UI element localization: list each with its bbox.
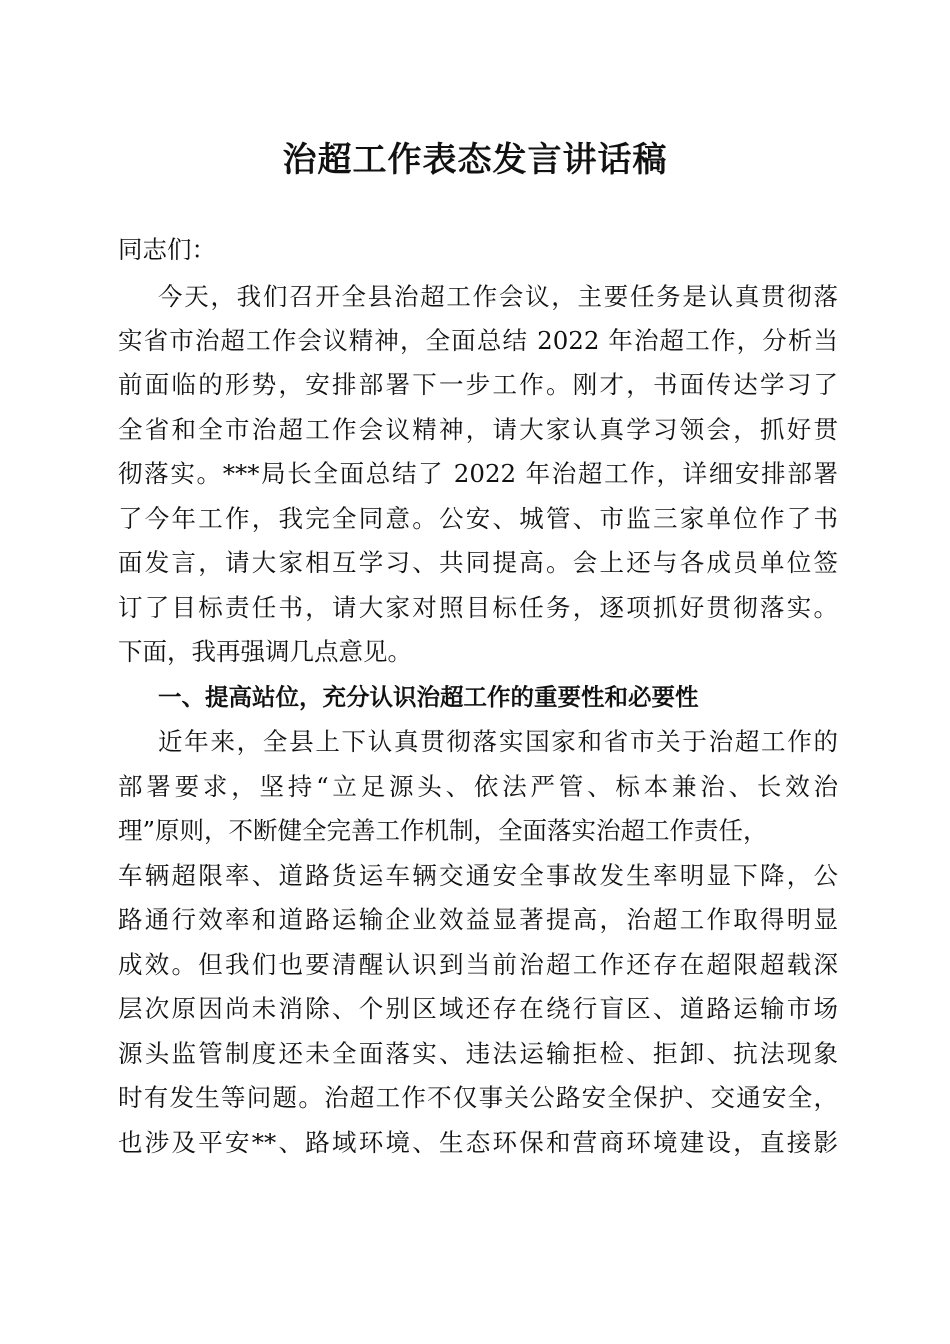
paragraph-line: 前面临的形势，安排部署下一步工作。刚才，书面传达学习了 xyxy=(118,370,838,399)
paragraph-line: 成效。但我们也要清醒认识到当前治超工作还存在超限超载深 xyxy=(118,950,838,979)
paragraph-line: 理”原则，不断健全完善工作机制，全面落实治超工作责任， xyxy=(118,816,768,845)
paragraph-line: 也涉及平安**、路域环境、生态环保和营商环境建设，直接影 xyxy=(118,1128,838,1157)
paragraph-line: 彻落实。***局长全面总结了 2022 年治超工作，详细安排部署 xyxy=(118,459,838,488)
paragraph-line: 车辆超限率、道路货运车辆交通安全事故发生率明显下降，公 xyxy=(118,861,838,890)
paragraph-line: 源头监管制度还未全面落实、违法运输拒检、拒卸、抗法现象 xyxy=(118,1039,838,1068)
paragraph-line: 订了目标责任书，请大家对照目标任务，逐项抓好贯彻落实。 xyxy=(118,593,838,622)
paragraph-line: 今天，我们召开全县治超工作会议，主要任务是认真贯彻落 xyxy=(158,282,838,311)
document-title: 治超工作表态发言讲话稿 xyxy=(282,140,668,180)
paragraph-line: 层次原因尚未消除、个别区域还存在绕行盲区、道路运输市场 xyxy=(118,994,838,1023)
paragraph-line: 近年来，全县上下认真贯彻落实国家和省市关于治超工作的 xyxy=(158,727,838,756)
paragraph-line: 路通行效率和道路运输企业效益显著提高，治超工作取得明显 xyxy=(118,905,838,934)
paragraph-line: 了今年工作，我完全同意。公安、城管、市监三家单位作了书 xyxy=(118,504,838,533)
paragraph-line: 实省市治超工作会议精神，全面总结 2022 年治超工作，分析当 xyxy=(118,326,838,355)
paragraph-line: 部署要求，坚持“立足源头、依法严管、标本兼治、长效治 xyxy=(118,772,838,801)
paragraph-line: 全省和全市治超工作会议精神，请大家认真学习领会，抓好贯 xyxy=(118,415,838,444)
paragraph-line: 下面，我再强调几点意见。 xyxy=(118,637,412,666)
paragraph-line: 时有发生等问题。治超工作不仅事关公路安全保护、交通安全， xyxy=(118,1083,838,1112)
section-heading: 一、提高站位，充分认识治超工作的重要性和必要性 xyxy=(158,683,699,711)
salutation: 同志们： xyxy=(118,235,216,264)
paragraph-line: 面发言，请大家相互学习、共同提高。会上还与各成员单位签 xyxy=(118,548,838,577)
